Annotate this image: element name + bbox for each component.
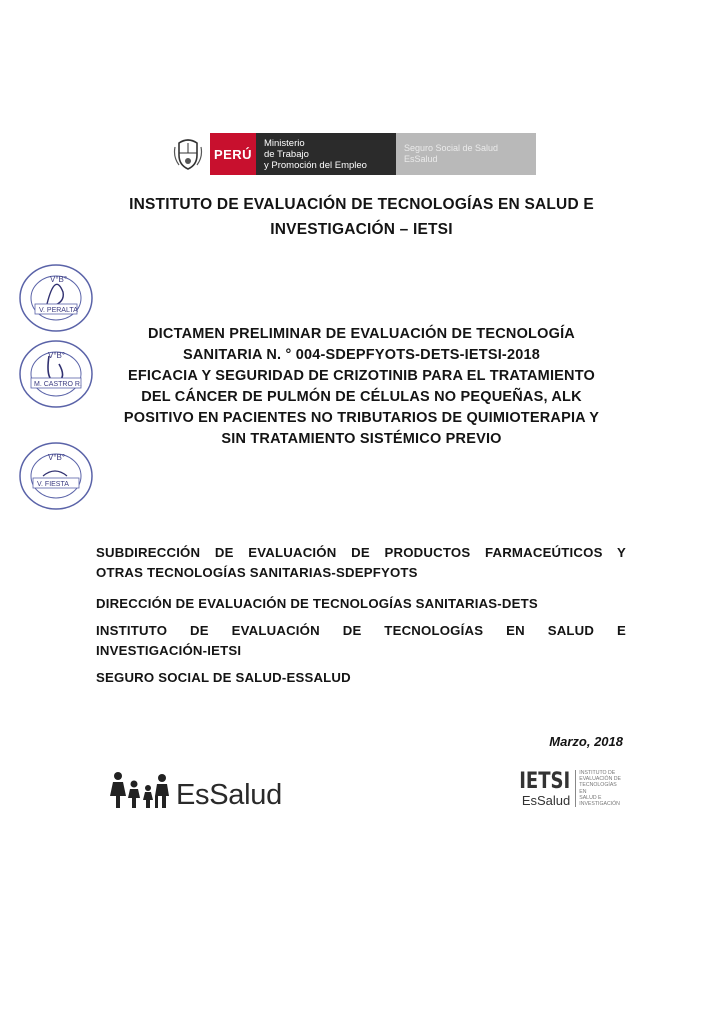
- agency-label: [396, 133, 536, 175]
- dictamen-line: SIN TRATAMIENTO SISTÉMICO PREVIO: [221, 431, 502, 447]
- institute-title-line: INSTITUTO DE EVALUACIÓN DE TECNOLOGÍAS EN SALUD E: [129, 196, 594, 213]
- essalud-logo: [110, 770, 282, 810]
- unit-line: SEGURO SOCIAL DE SALUD-ESSALUD: [96, 670, 351, 685]
- ministry-label: [256, 133, 396, 175]
- agency-line: Seguro Social de Salud: [404, 143, 499, 153]
- dictamen-line: EFICACIA Y SEGURIDAD DE CRIZOTINIB PARA EL TRATAMIENTO: [127, 368, 596, 384]
- ietsi-description-line: TECNOLOGÍAS EN: [579, 782, 617, 795]
- stamp-mark: V°B°: [50, 275, 68, 284]
- ietsi-description-line: INVESTIGACIÓN: [579, 801, 620, 808]
- document-date: Marzo, 2018: [549, 734, 623, 749]
- dictamen-line: DICTAMEN PRELIMINAR DE EVALUACIÓN DE TECNOLOGÍA: [148, 326, 575, 342]
- family-icon: [110, 770, 172, 810]
- institute-title-line: INVESTIGACIÓN – IETSI: [270, 221, 453, 238]
- ietsi-description-line: SALUD E: [579, 794, 602, 801]
- unit-essalud: [96, 668, 626, 688]
- ministry-line: Ministerio: [264, 137, 305, 149]
- unit-dets: [96, 594, 626, 614]
- dictamen-line: POSITIVO EN PACIENTES NO TRIBUTARIOS DE QUIMIOTERAPIA Y: [123, 410, 600, 426]
- stamp-mark: V°B°: [48, 351, 66, 360]
- essalud-wordmark: EsSalud: [176, 779, 282, 811]
- coat-of-arms-icon: [170, 133, 206, 175]
- unit-ietsi: [96, 621, 626, 661]
- stamp-name: V. PERALTA: [39, 307, 78, 314]
- ietsi-description-line: INSTITUTO DE: [579, 770, 616, 776]
- institute-title: [60, 192, 663, 242]
- stamp-name: V. FIESTA: [37, 481, 69, 488]
- dictamen-line: DEL CÁNCER DE PULMÓN DE CÉLULAS NO PEQUEÑAS, ALK: [141, 389, 582, 405]
- unit-line: INVESTIGACIÓN-IETSI: [96, 643, 242, 658]
- peru-label: PERÚ: [210, 133, 256, 175]
- ministry-line: de Trabajo: [264, 148, 309, 160]
- ietsi-description-line: EVALUACIÓN DE: [579, 776, 621, 783]
- approval-stamp: [17, 440, 95, 512]
- agency-line: EsSalud: [404, 154, 438, 164]
- ietsi-wordmark: IETSI: [519, 768, 571, 794]
- unit-line: INSTITUTO DE EVALUACIÓN DE TECNOLOGÍAS EN SALUD E: [96, 623, 626, 638]
- ietsi-description: [575, 770, 621, 807]
- ietsi-logo: [508, 770, 621, 807]
- ministry-line: y Promoción del Empleo: [264, 159, 367, 171]
- stamp-name: M. CASTRO R.: [34, 381, 82, 388]
- ietsi-subwordmark: EsSalud: [521, 792, 571, 808]
- dictamen-line: SANITARIA N. ° 004-SDEPFYOTS-DETS-IETSI-2018: [182, 347, 541, 363]
- unit-line: SUBDIRECCIÓN DE EVALUACIÓN DE PRODUCTOS FARMACEÚTICOS Y: [96, 545, 626, 560]
- unit-sdepfyots: [96, 543, 626, 583]
- government-banner: [170, 133, 536, 175]
- unit-line: DIRECCIÓN DE EVALUACIÓN DE TECNOLOGÍAS SANITARIAS-DETS: [96, 596, 538, 611]
- stamp-mark: V°B°: [48, 453, 66, 462]
- dictamen-title: [70, 324, 653, 450]
- unit-line: OTRAS TECNOLOGÍAS SANITARIAS-SDEPFYOTS: [96, 565, 418, 580]
